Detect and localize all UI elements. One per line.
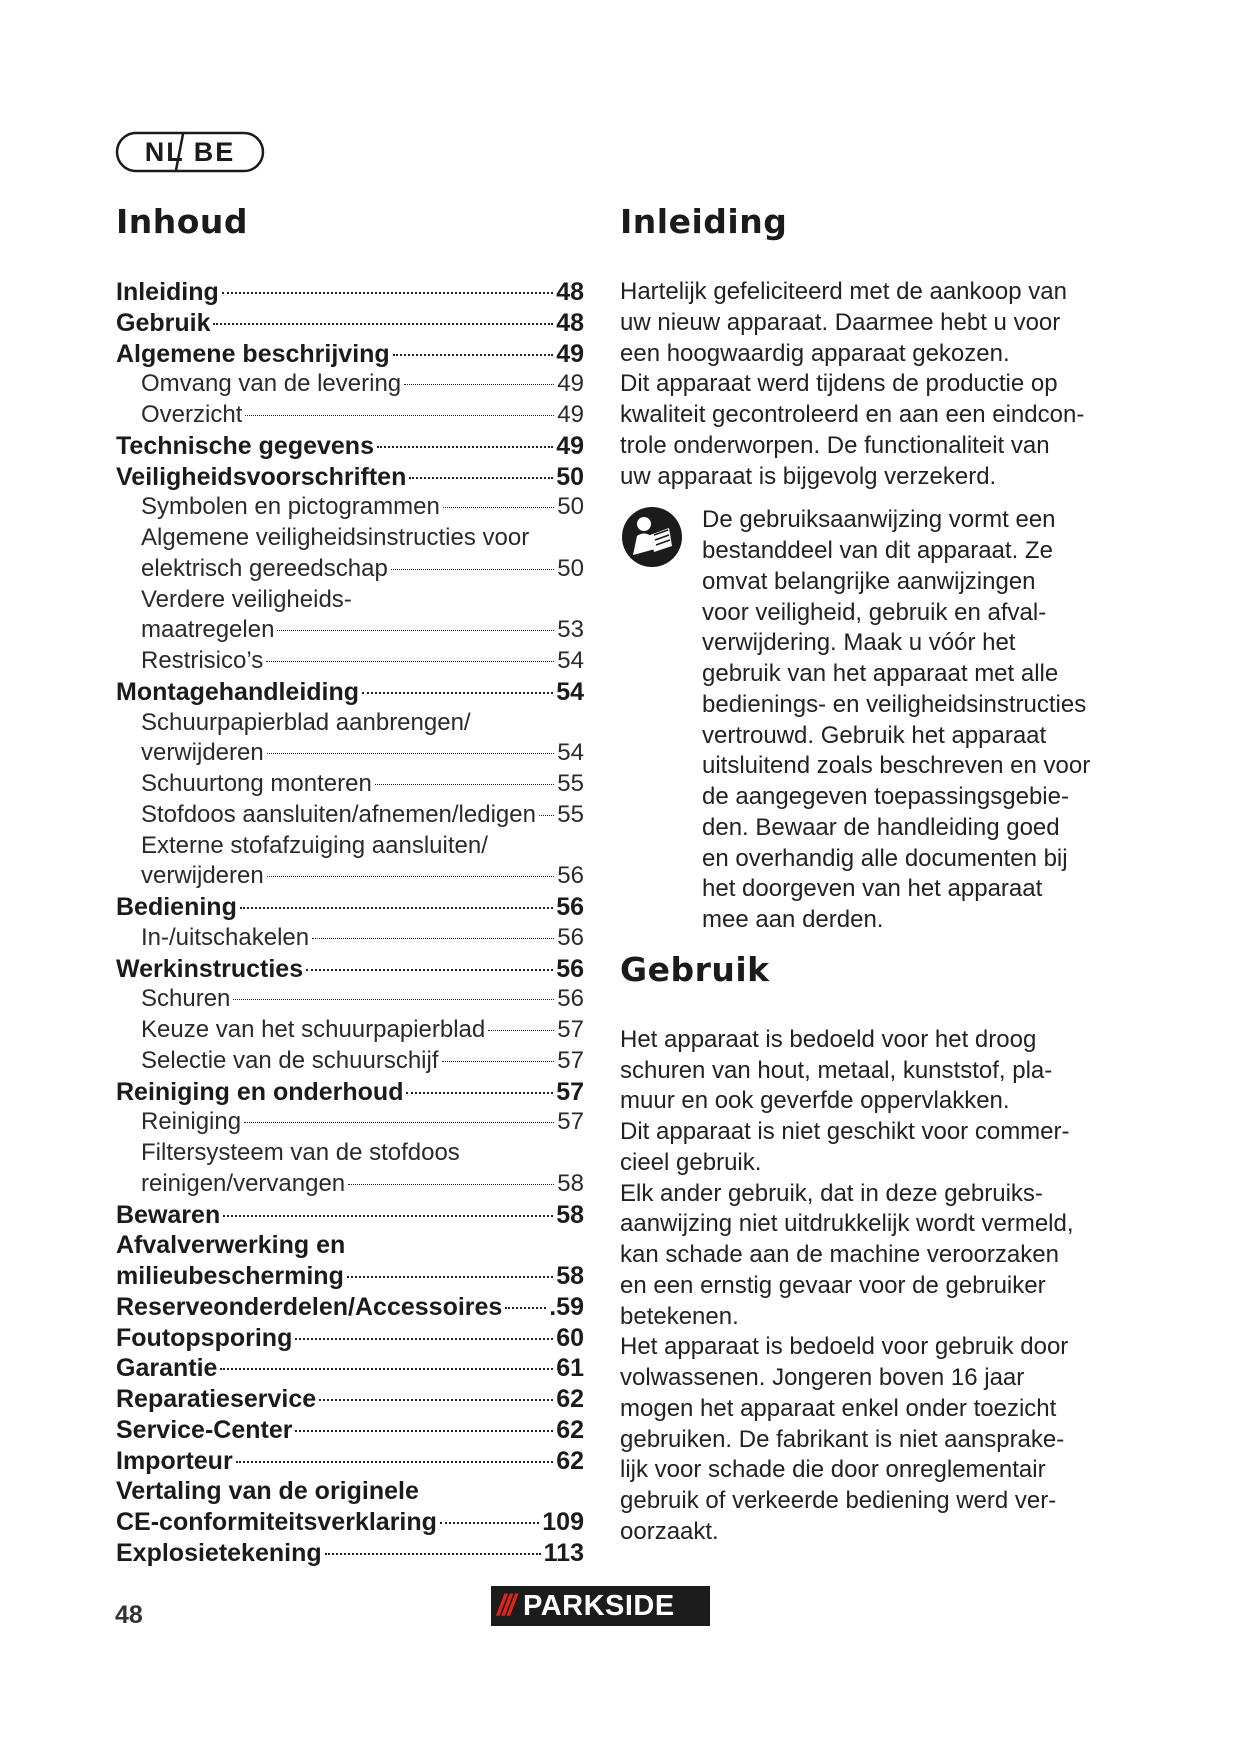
toc-leader-dots xyxy=(312,938,554,939)
toc-entry xyxy=(116,708,584,739)
toc-entry xyxy=(116,1015,584,1046)
toc-entry-label: Schuurpapierblad aanbrengen/ xyxy=(141,708,471,736)
text-line: vertrouwd. Gebruik het apparaat xyxy=(702,721,1047,749)
toc-entry-page: 56 xyxy=(556,954,584,983)
toc-entry-page: .59 xyxy=(549,1292,584,1321)
toc-leader-dots xyxy=(539,815,554,816)
toc-entry-label: Omvang van de levering xyxy=(141,370,402,398)
text-line: Dit apparaat werd tijdens de productie op xyxy=(620,370,1058,398)
toc-entry-label: verwijderen xyxy=(141,739,264,767)
toc-entry xyxy=(116,462,584,493)
inleiding-text xyxy=(620,277,1140,492)
text-line: muur en ook geverfde oppervlakken. xyxy=(620,1087,1010,1115)
text-line: Het apparaat is bedoeld voor het droog xyxy=(620,1025,1037,1053)
toc-entry-page: 50 xyxy=(557,493,584,521)
toc-entry-page: 58 xyxy=(557,1169,584,1197)
toc-leader-dots xyxy=(375,784,554,785)
text-line: lijk voor schade die door onreglementair xyxy=(620,1456,1046,1484)
toc-entry-label: Keuze van het schuurpapierblad xyxy=(141,1016,486,1043)
toc-leader-dots xyxy=(347,1276,553,1278)
toc-leader-dots xyxy=(377,446,553,448)
toc-entry-page: 49 xyxy=(556,431,584,460)
toc-entry-label: Reserveonderdelen/Accessoires xyxy=(116,1292,503,1321)
text-line: uitsluitend zoals beschreven en voor xyxy=(702,752,1091,780)
toc-entry-label: Reiniging en onderhoud xyxy=(116,1077,404,1106)
text-line: den. Bewaar de handleiding goed xyxy=(702,813,1060,841)
toc-entry xyxy=(116,1077,584,1108)
toc-entry xyxy=(116,1292,584,1323)
toc-entry-label: verwijderen xyxy=(141,862,264,890)
text-line: gebruiken. De fabrikant is niet aansprake- xyxy=(620,1425,1065,1453)
toc-entry xyxy=(116,892,584,923)
toc-entry-label: Restrisico’s xyxy=(141,647,264,674)
toc-leader-dots xyxy=(442,1061,555,1062)
gebruik-text xyxy=(620,1025,1140,1548)
toc-entry-label: elektrisch gereedschap xyxy=(141,554,388,582)
toc-entry-label: CE-conformiteitsverklaring xyxy=(116,1508,437,1536)
toc-entry-page: 60 xyxy=(556,1323,584,1352)
toc-leader-dots xyxy=(306,969,553,971)
toc-entry-label: Bediening xyxy=(116,893,237,921)
toc-entry xyxy=(116,1507,584,1538)
text-line: en overhandig alle documenten bij xyxy=(702,844,1068,872)
toc-entry-label: maatregelen xyxy=(141,616,275,644)
toc-entry xyxy=(116,1169,584,1200)
toc-entry-label: Foutopsporing xyxy=(116,1323,293,1352)
text-line: Het apparaat is bedoeld voor gebruik door xyxy=(620,1333,1069,1361)
toc-leader-dots xyxy=(222,292,553,294)
toc-entry-label: Externe stofafzuiging aansluiten/ xyxy=(141,831,488,859)
language-badge xyxy=(115,131,265,173)
toc-entry-label: Algemene beschrijving xyxy=(116,339,390,368)
toc-entry-page: 48 xyxy=(556,278,584,306)
text-line: kan schade aan de machine veroorzaken xyxy=(620,1241,1059,1268)
toc-leader-dots xyxy=(244,1122,554,1123)
toc-list xyxy=(116,277,584,1569)
toc-entry-page: 53 xyxy=(557,616,584,644)
toc-leader-dots xyxy=(236,1461,554,1463)
toc-entry-page: 58 xyxy=(556,1262,584,1290)
toc-column xyxy=(116,200,584,1569)
content-column xyxy=(620,200,1140,1548)
language-code: NL BE xyxy=(144,136,236,167)
text-line: volwassenen. Jongeren boven 16 jaar xyxy=(620,1364,1025,1391)
toc-leader-dots xyxy=(267,876,555,877)
toc-leader-dots xyxy=(266,661,554,662)
toc-entry xyxy=(116,769,584,800)
toc-entry xyxy=(116,800,584,831)
toc-entry-page: 55 xyxy=(557,800,584,828)
manual-note xyxy=(620,505,1140,936)
text-line: en een ernstig gevaar voor de gebruiker xyxy=(620,1271,1046,1299)
toc-entry-label: Stofdoos aansluiten/afnemen/ledigen xyxy=(141,800,536,828)
toc-entry-page: 56 xyxy=(556,893,584,921)
toc-entry-label: Reparatieservice xyxy=(116,1385,317,1413)
toc-entry-page: 54 xyxy=(556,677,584,706)
gebruik-paragraph xyxy=(620,1025,1140,1548)
toc-leader-dots xyxy=(362,692,553,694)
toc-entry-page: 50 xyxy=(557,554,584,582)
toc-entry xyxy=(116,1323,584,1354)
toc-leader-dots xyxy=(409,477,553,479)
toc-entry-page: 55 xyxy=(557,770,584,797)
inleiding-paragraph xyxy=(620,277,1140,492)
toc-leader-dots xyxy=(488,1030,554,1031)
page-number: 48 xyxy=(115,1601,143,1629)
toc-entry-page: 56 xyxy=(557,985,584,1013)
toc-entry xyxy=(116,1046,584,1077)
toc-entry-page: 57 xyxy=(556,1077,584,1106)
toc-entry xyxy=(116,277,584,308)
toc-entry xyxy=(116,984,584,1015)
toc-leader-dots xyxy=(443,507,554,508)
text-line: oorzaakt. xyxy=(620,1517,719,1545)
toc-entry xyxy=(116,308,584,339)
toc-entry xyxy=(116,1415,584,1446)
toc-entry-label: Vertaling van de originele xyxy=(116,1477,419,1506)
toc-entry-label: Explosietekening xyxy=(116,1538,322,1567)
toc-leader-dots xyxy=(245,415,554,416)
toc-entry-page: 57 xyxy=(557,1016,584,1043)
toc-entry xyxy=(116,1261,584,1292)
toc-leader-dots xyxy=(295,1338,553,1340)
toc-leader-dots xyxy=(240,907,553,909)
toc-leader-dots xyxy=(325,1553,541,1555)
toc-entry xyxy=(116,923,584,954)
toc-entry xyxy=(116,1107,584,1138)
toc-entry-page: 54 xyxy=(557,647,584,674)
toc-entry-label: Service-Center xyxy=(116,1415,293,1444)
toc-entry xyxy=(116,738,584,769)
toc-entry xyxy=(116,554,584,585)
toc-leader-dots xyxy=(348,1184,554,1185)
text-line: mee aan derden. xyxy=(702,906,884,933)
text-line: De gebruiksaanwijzing vormt een xyxy=(702,506,1056,534)
toc-entry-label: Schuurtong monteren xyxy=(141,770,372,797)
toc-entry xyxy=(116,1200,584,1231)
toc-entry xyxy=(116,615,584,646)
text-line: gebruik of verkeerde bediening werd ver- xyxy=(620,1487,1057,1514)
toc-entry-label: Verdere veiligheids- xyxy=(141,585,352,613)
toc-entry xyxy=(116,646,584,677)
toc-entry xyxy=(116,585,584,616)
toc-entry xyxy=(116,677,584,708)
toc-entry xyxy=(116,339,584,370)
toc-entry-label: Algemene veiligheidsinstructies voor xyxy=(141,524,530,551)
toc-entry xyxy=(116,523,584,554)
toc-entry-label: Selectie van de schuurschijf xyxy=(141,1046,439,1074)
toc-entry-page: 57 xyxy=(557,1046,584,1074)
toc-entry-page: 62 xyxy=(556,1415,584,1444)
text-line: een hoogwaardig apparaat gekozen. xyxy=(620,339,1010,367)
text-line: bedienings- en veiligheidsinstructies xyxy=(702,690,1087,718)
toc-entry-label: Overzicht xyxy=(141,401,243,428)
toc-entry xyxy=(116,1138,584,1169)
toc-entry-label: Technische gegevens xyxy=(116,431,374,460)
toc-entry-label: Montagehandleiding xyxy=(116,677,360,706)
toc-leader-dots xyxy=(295,1430,553,1432)
toc-entry-label: milieubescherming xyxy=(116,1262,344,1290)
text-line: Hartelijk gefeliciteerd met de aankoop van xyxy=(620,278,1067,305)
toc-entry xyxy=(116,369,584,400)
toc-entry-label: Reiniging xyxy=(141,1108,242,1136)
toc-entry xyxy=(116,831,584,862)
manual-note-text xyxy=(702,505,1140,936)
toc-entry xyxy=(116,1353,584,1384)
toc-entry-page: 49 xyxy=(557,401,584,428)
toc-entry-label: Garantie xyxy=(116,1354,218,1383)
toc-entry-label: Bewaren xyxy=(116,1200,221,1229)
text-line: trole onderworpen. De functionaliteit van xyxy=(620,431,1050,459)
text-line: omvat belangrijke aanwijzingen xyxy=(702,567,1036,595)
toc-leader-dots xyxy=(319,1399,553,1401)
text-line: Dit apparaat is niet geschikt voor commer- xyxy=(620,1118,1070,1145)
toc-entry-page: 49 xyxy=(557,370,584,398)
text-line: voor veiligheid, gebruik en afval- xyxy=(702,598,1047,626)
toc-leader-dots xyxy=(233,999,554,1000)
toc-title: Inhoud xyxy=(116,202,249,241)
toc-entry-page: 48 xyxy=(556,308,584,337)
toc-entry-page: 57 xyxy=(557,1108,584,1136)
toc-entry-page: 109 xyxy=(542,1508,584,1536)
toc-entry-label: Veiligheidsvoorschriften xyxy=(116,462,407,491)
toc-entry-page: 49 xyxy=(556,339,584,368)
toc-leader-dots xyxy=(505,1307,546,1309)
toc-leader-dots xyxy=(223,1215,553,1217)
toc-entry xyxy=(116,1476,584,1507)
toc-entry-page: 54 xyxy=(557,739,584,767)
text-line: schuren van hout, metaal, kunststof, pla- xyxy=(620,1056,1053,1084)
read-manual-icon xyxy=(620,505,684,936)
text-line: kwaliteit gecontroleerd en aan een eindcon- xyxy=(620,401,1085,428)
toc-leader-dots xyxy=(220,1368,553,1370)
toc-entry-label: Werkinstructies xyxy=(116,954,304,983)
toc-entry-page: 56 xyxy=(557,923,584,951)
toc-entry-label: Schuren xyxy=(141,985,231,1013)
text-line: gebruik van het apparaat met alle xyxy=(702,660,1059,687)
toc-leader-dots xyxy=(440,1522,539,1524)
text-line: aanwijzing niet uitdrukkelijk wordt vermeld, xyxy=(620,1210,1074,1238)
toc-entry xyxy=(116,1230,584,1261)
toc-entry-label: In-/uitschakelen xyxy=(141,923,310,951)
toc-leader-dots xyxy=(277,630,554,631)
toc-entry xyxy=(116,400,584,431)
toc-entry xyxy=(116,861,584,892)
toc-entry-page: 62 xyxy=(556,1385,584,1413)
toc-entry-label: Symbolen en pictogrammen xyxy=(141,493,440,521)
toc-leader-dots xyxy=(406,1092,553,1094)
logo-wordmark: PARKSIDE xyxy=(523,1589,675,1622)
toc-entry-page: 62 xyxy=(556,1446,584,1475)
text-line: cieel gebruik. xyxy=(620,1148,762,1176)
toc-leader-dots xyxy=(404,384,554,385)
gebruik-heading: Gebruik xyxy=(620,949,770,989)
toc-entry-page: 113 xyxy=(543,1538,584,1567)
text-line: betekenen. xyxy=(620,1302,739,1330)
toc-entry-label: Gebruik xyxy=(116,308,211,337)
toc-entry-page: 50 xyxy=(556,462,584,491)
text-line: uw apparaat is bijgevolg verzekerd. xyxy=(620,462,997,490)
toc-entry xyxy=(116,954,584,985)
toc-entry xyxy=(116,1538,584,1569)
toc-leader-dots xyxy=(267,753,555,754)
toc-leader-dots xyxy=(213,323,553,325)
toc-entry-label: Afvalverwerking en xyxy=(116,1231,346,1260)
text-line: verwijdering. Maak u vóór het xyxy=(702,629,1016,657)
toc-entry-label: reinigen/vervangen xyxy=(141,1169,346,1197)
text-line: mogen het apparaat enkel onder toezicht xyxy=(620,1394,1057,1422)
toc-leader-dots xyxy=(393,354,553,356)
toc-entry-page: 56 xyxy=(557,862,584,890)
toc-leader-dots xyxy=(391,569,554,570)
toc-entry-label: Inleiding xyxy=(116,278,219,306)
text-line: het doorgeven van het apparaat xyxy=(702,875,1043,903)
inleiding-heading: Inleiding xyxy=(620,202,788,241)
logo-slashes: /// xyxy=(497,1589,514,1622)
toc-entry xyxy=(116,1384,584,1415)
toc-entry-label: Importeur xyxy=(116,1446,233,1475)
text-line: de aangegeven toepassingsgebie- xyxy=(702,783,1069,810)
parkside-logo xyxy=(491,1586,710,1626)
text-line: uw nieuw apparaat. Daarmee hebt u voor xyxy=(620,308,1061,336)
toc-entry xyxy=(116,1446,584,1477)
text-line: Elk ander gebruik, dat in deze gebruiks- xyxy=(620,1179,1043,1207)
toc-entry-page: 61 xyxy=(556,1354,584,1383)
toc-entry-page: 58 xyxy=(556,1200,584,1229)
text-line: bestanddeel van dit apparaat. Ze xyxy=(702,537,1053,564)
toc-entry xyxy=(116,492,584,523)
toc-entry-label: Filtersysteem van de stofdoos xyxy=(141,1139,460,1166)
toc-entry xyxy=(116,431,584,462)
